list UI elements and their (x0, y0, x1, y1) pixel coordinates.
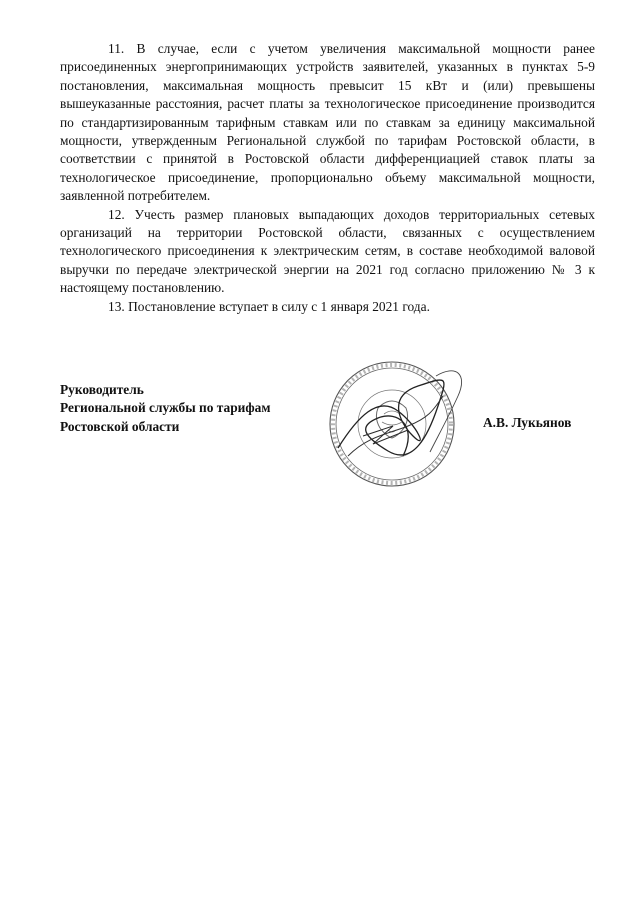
signer-title-line-1: Руководитель (60, 382, 144, 397)
paragraph-12: 12. Учесть размер плановых выпадающих доходов территориальных сетевых организаций на территории Ростовской области, связанных с осуществлением технологического присоединения к электрическим сетям, в составе необходимой валовой выручки по передаче электрической энергии на 2021 год согласно приложению № 3 к настоящему постановлению. (60, 206, 595, 296)
seal-icon (318, 356, 478, 496)
paragraph-13: 13. Постановление вступает в силу с 1 января 2021 года. (108, 298, 430, 314)
signer-title-line-3: Ростовской области (60, 418, 180, 434)
signer-name: А.В. Лукьянов (483, 415, 572, 430)
paragraph-11: 11. В случае, если с учетом увеличения максимальной мощности ранее присоединенных энергопринимающих устройств заявителей, указанных в пунктах 5-9 постановления, максимальная мощность превысит 15 кВт и (или) превышены вышеуказанные расстояния, расчет платы за технологическое присоединение производится по стандартизированным тарифным ставкам или по ставкам за единицу максимальной мощности, утвержденным Региональной службой по тарифам Ростовской области, в соответствии с принятой в Ростовской области дифференциацией ставок платы за технологическое присоединение, пропорционально объему максимальной мощности, заявленной потребителем. (60, 41, 595, 204)
signer-title-line-2: Региональной службы по тарифам (60, 400, 271, 416)
document-body (60, 40, 595, 316)
